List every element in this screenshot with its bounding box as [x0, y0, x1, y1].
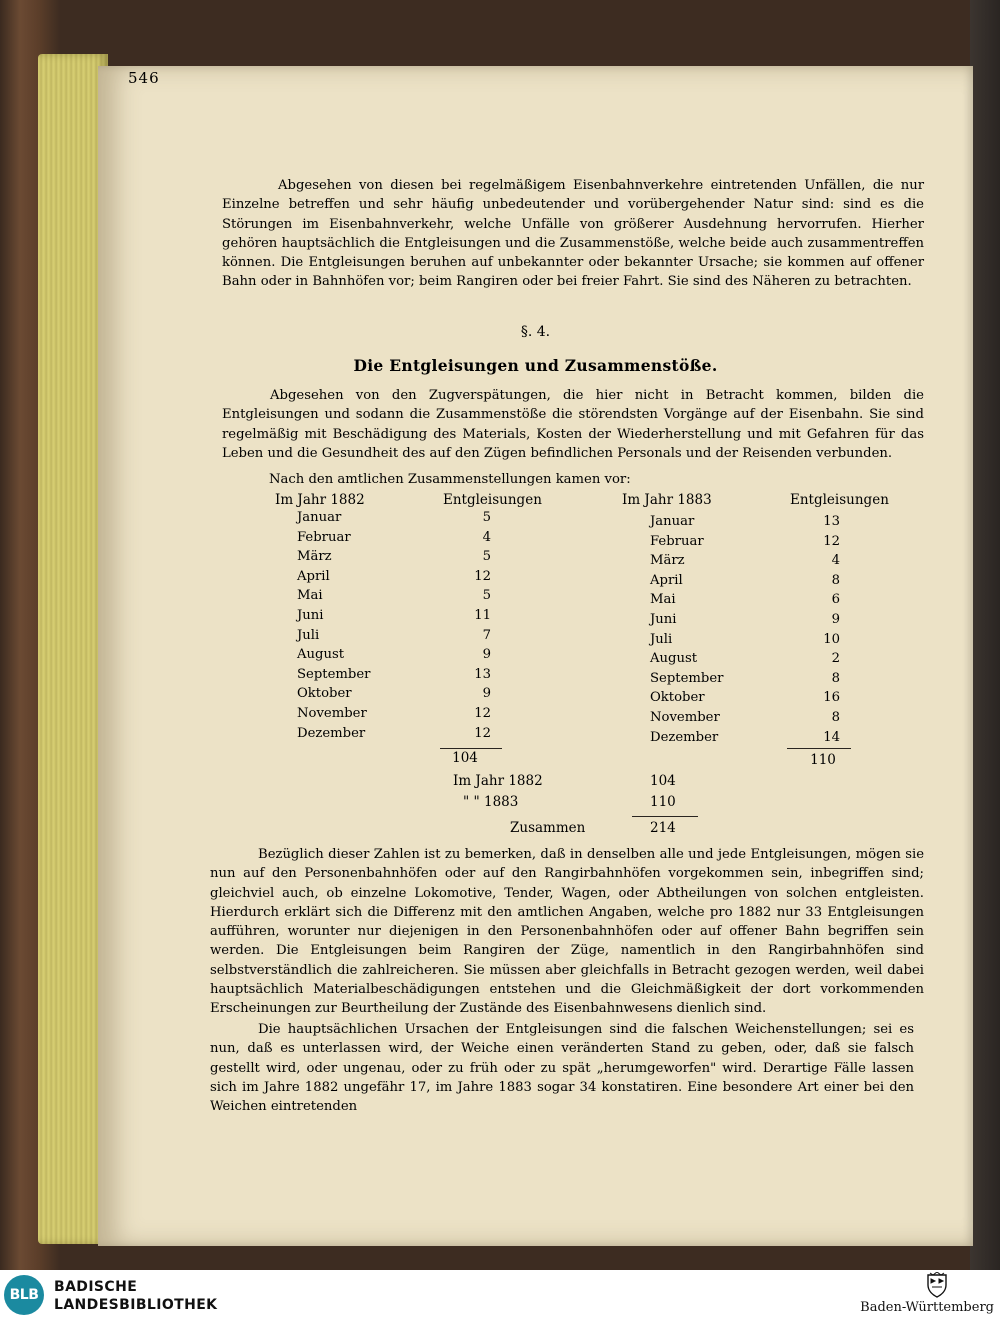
summary-total-value-wrap: [650, 820, 676, 836]
table-1882-month-label: Mai: [297, 588, 323, 604]
table-1883-month-label: März: [650, 553, 685, 569]
table-1882-total: 104: [452, 750, 478, 766]
table-1883-value-head: Entgleisungen: [790, 492, 889, 508]
table-intro: Nach den amtlichen Zusammenstellungen kamen vor:: [269, 472, 631, 487]
table-1883-month-label: Februar: [650, 533, 704, 549]
table-1883-month-label: Mai: [650, 592, 676, 608]
table-1882-month-value: 11: [474, 608, 491, 623]
table-1882-month-value: 4: [482, 529, 491, 545]
table-1882-year-head: Im Jahr 1882: [275, 492, 365, 508]
table-1883-month-value: 13: [823, 514, 840, 529]
table-1883-month-value: 16: [823, 690, 840, 706]
paragraph-2: Abgesehen von den Zugverspätungen, die hier nicht in Betracht kommen, bilden die Entgleisungen und sodann die Zusammenstöße die störendsten Vorgänge auf der Eisenbahn. Sie sind regelmäßig mit Beschädigung des Materials, Kosten der Wiederherstellung und mit Gefahren für das Leben und die Gesundheit des auf den Zügen befindlichen Personals und der Reisenden verbunden.: [222, 388, 924, 461]
table-1882-month-value: 12: [474, 568, 491, 584]
table-1883-month-value: 8: [831, 710, 840, 725]
table-1883-month-label: April: [650, 572, 683, 588]
table-1883-month-label: September: [650, 670, 724, 686]
table-1883-month-label: Oktober: [650, 690, 705, 706]
table-1883-month-value: 4: [831, 553, 840, 569]
table-1882-month-label: Dezember: [297, 725, 366, 741]
library-name-line-2: LANDESBIBLIOTHEK: [54, 1297, 218, 1313]
library-name[interactable]: [54, 1278, 217, 1314]
table-1883-month-value: 14: [823, 729, 840, 745]
section-mark: §. 4.: [520, 324, 551, 340]
table-1882-month-label: August: [297, 647, 345, 663]
table-1882-sum-rule: [440, 748, 502, 749]
table-1883-month-value: 6: [831, 592, 840, 608]
table-1882-month-value: 5: [482, 510, 491, 525]
table-1882-month-value: 9: [482, 647, 491, 663]
table-1883-month-value: 12: [823, 533, 840, 549]
table-1883-month-value: 10: [823, 631, 840, 647]
summary-value-1882-wrap: [650, 773, 676, 789]
section-title: Die Entgleisungen und Zusammenstöße.: [353, 356, 718, 375]
table-1883-sum-rule: [787, 748, 851, 749]
table-1883-month-label: Januar: [650, 514, 695, 529]
paragraph-3: Bezüglich dieser Zahlen ist zu bemerken, daß in denselben alle und jede Entgleisungen, mögen sie nun auf den Personenbahnhöfen oder auf den Rangirbahnhöfen vorgekommen sein, inbegriffen sind; gleichviel auch, ob einzelne Lokomotive, Tender, Wagen, oder Abtheilungen von solchen entgleisten. Hierdurch erklärt sich die Differenz mit den amtlichen Angaben, welche pro 1882 nur 33 Entgleisungen aufführen, worunter nur diejenigen in den Personenbahnhöfen oder auf offener Bahn begriffen sein werden. Die Entgleisungen beim Rangiren der Züge, namentlich in den Rangirbahnhöfen sind selbstverständlich die zahlreicheren. Sie müssen aber gleichfalls in Betracht gezogen werden, weil dabei hauptsächlich Materialbeschädigungen entstehen und die Gleichmäßigkeit der dort vorkommenden Erscheinungen zur Beurtheilung der Zustände des Eisenbahnwesens dienlich sind.: [210, 847, 924, 1017]
table-1883-month-label: August: [650, 651, 698, 667]
table-1882-value-head: Entgleisungen: [443, 492, 542, 508]
table-1882-month-value: 5: [482, 549, 491, 565]
footer-bar: [0, 1270, 1000, 1320]
table-1882-month-value: 7: [482, 627, 491, 643]
table-1882-month-label: April: [297, 568, 330, 584]
table-1883-year-head: Im Jahr 1883: [622, 492, 712, 508]
table-1882-month-value: 12: [474, 725, 491, 741]
table-1882-month-value: 12: [474, 706, 491, 721]
table-1882-month-value: 13: [474, 666, 491, 682]
paragraph-1: Abgesehen von diesen bei regelmäßigem Eisenbahnverkehre eintretenden Unfällen, die nur Einzelne betreffen und sehr häufig unbedeutender und vorübergehender Natur sind: sind es die Störungen im Eisenbahnverkehr, welche Unfälle von größerer Ausdehnung hervorrufen. Hierher gehören hauptsächlich die Entgleisungen und die Zusammenstöße, welche beide auch zusammentreffen können. Die Entgleisungen beruhen auf unbekannter oder bekannter Ursache; sie kommen auf offener Bahn oder in Bahnhöfen vor; beim Rangiren oder bei freier Fahrt. Sie sind des Näheren zu betrachten.: [222, 178, 924, 290]
summary-sum-rule: [632, 816, 698, 817]
table-1882-month-label: November: [297, 706, 367, 721]
summary-label-1883: " " 1883: [463, 794, 519, 810]
state-name: Baden-Württemberg: [860, 1300, 994, 1315]
table-1883-month-value: 8: [831, 670, 840, 686]
summary-value-1883-wrap: [650, 794, 676, 810]
table-1882-month-value: 9: [482, 686, 491, 702]
summary-row-1883: [463, 794, 518, 810]
library-name-line-1: BADISCHE: [54, 1279, 138, 1295]
table-1882-month-label: Oktober: [297, 686, 352, 702]
page-number: 546: [128, 69, 160, 87]
summary-row-1882: [453, 773, 543, 789]
table-1883-month-label: Juli: [650, 631, 673, 647]
table-1882-month-label: Juli: [297, 627, 320, 643]
table-1882-month-label: Januar: [297, 510, 342, 525]
summary-label-1882: Im Jahr 1882: [453, 773, 543, 789]
table-1882-month-label: März: [297, 549, 332, 565]
table-1883-month-value: 8: [831, 572, 840, 588]
table-1883-month-label: Dezember: [650, 729, 719, 745]
table-1883-total: 110: [810, 752, 836, 768]
summary-total-label: Zusammen: [510, 820, 586, 836]
table-1883-month-value: 9: [831, 612, 840, 627]
summary-total-label-wrap: [510, 820, 585, 836]
table-1883-month-value: 2: [831, 651, 840, 667]
blb-logo[interactable]: BLB: [4, 1275, 44, 1315]
table-1882-month-label: Juni: [297, 608, 324, 623]
summary-value-1883: 110: [650, 794, 676, 810]
table-1882-month-value: 5: [482, 588, 491, 604]
table-1883-month-label: November: [650, 710, 720, 725]
summary-total-value: 214: [650, 820, 676, 836]
table-1882-month-label: Februar: [297, 529, 351, 545]
summary-value-1882: 104: [650, 773, 676, 789]
baden-wuerttemberg-crest-icon: [926, 1272, 948, 1298]
paragraph-4: Die hauptsächlichen Ursachen der Entgleisungen sind die falschen Weichenstellungen; sei es nun, daß es unterlassen wird, der Weiche einen veränderten Stand zu geben, oder, daß sie falsch gestellt wird, oder ungenau, oder zu früh oder zu spät „herumgeworfen" wird. Derartige Fälle lassen sich im Jahre 1882 ungefähr 17, im Jahre 1883 sogar 34 konstatiren. Eine besondere Art einer bei den Weichen eintretenden: [210, 1022, 914, 1115]
table-1882-month-label: September: [297, 666, 371, 682]
table-1883-month-label: Juni: [650, 612, 677, 627]
